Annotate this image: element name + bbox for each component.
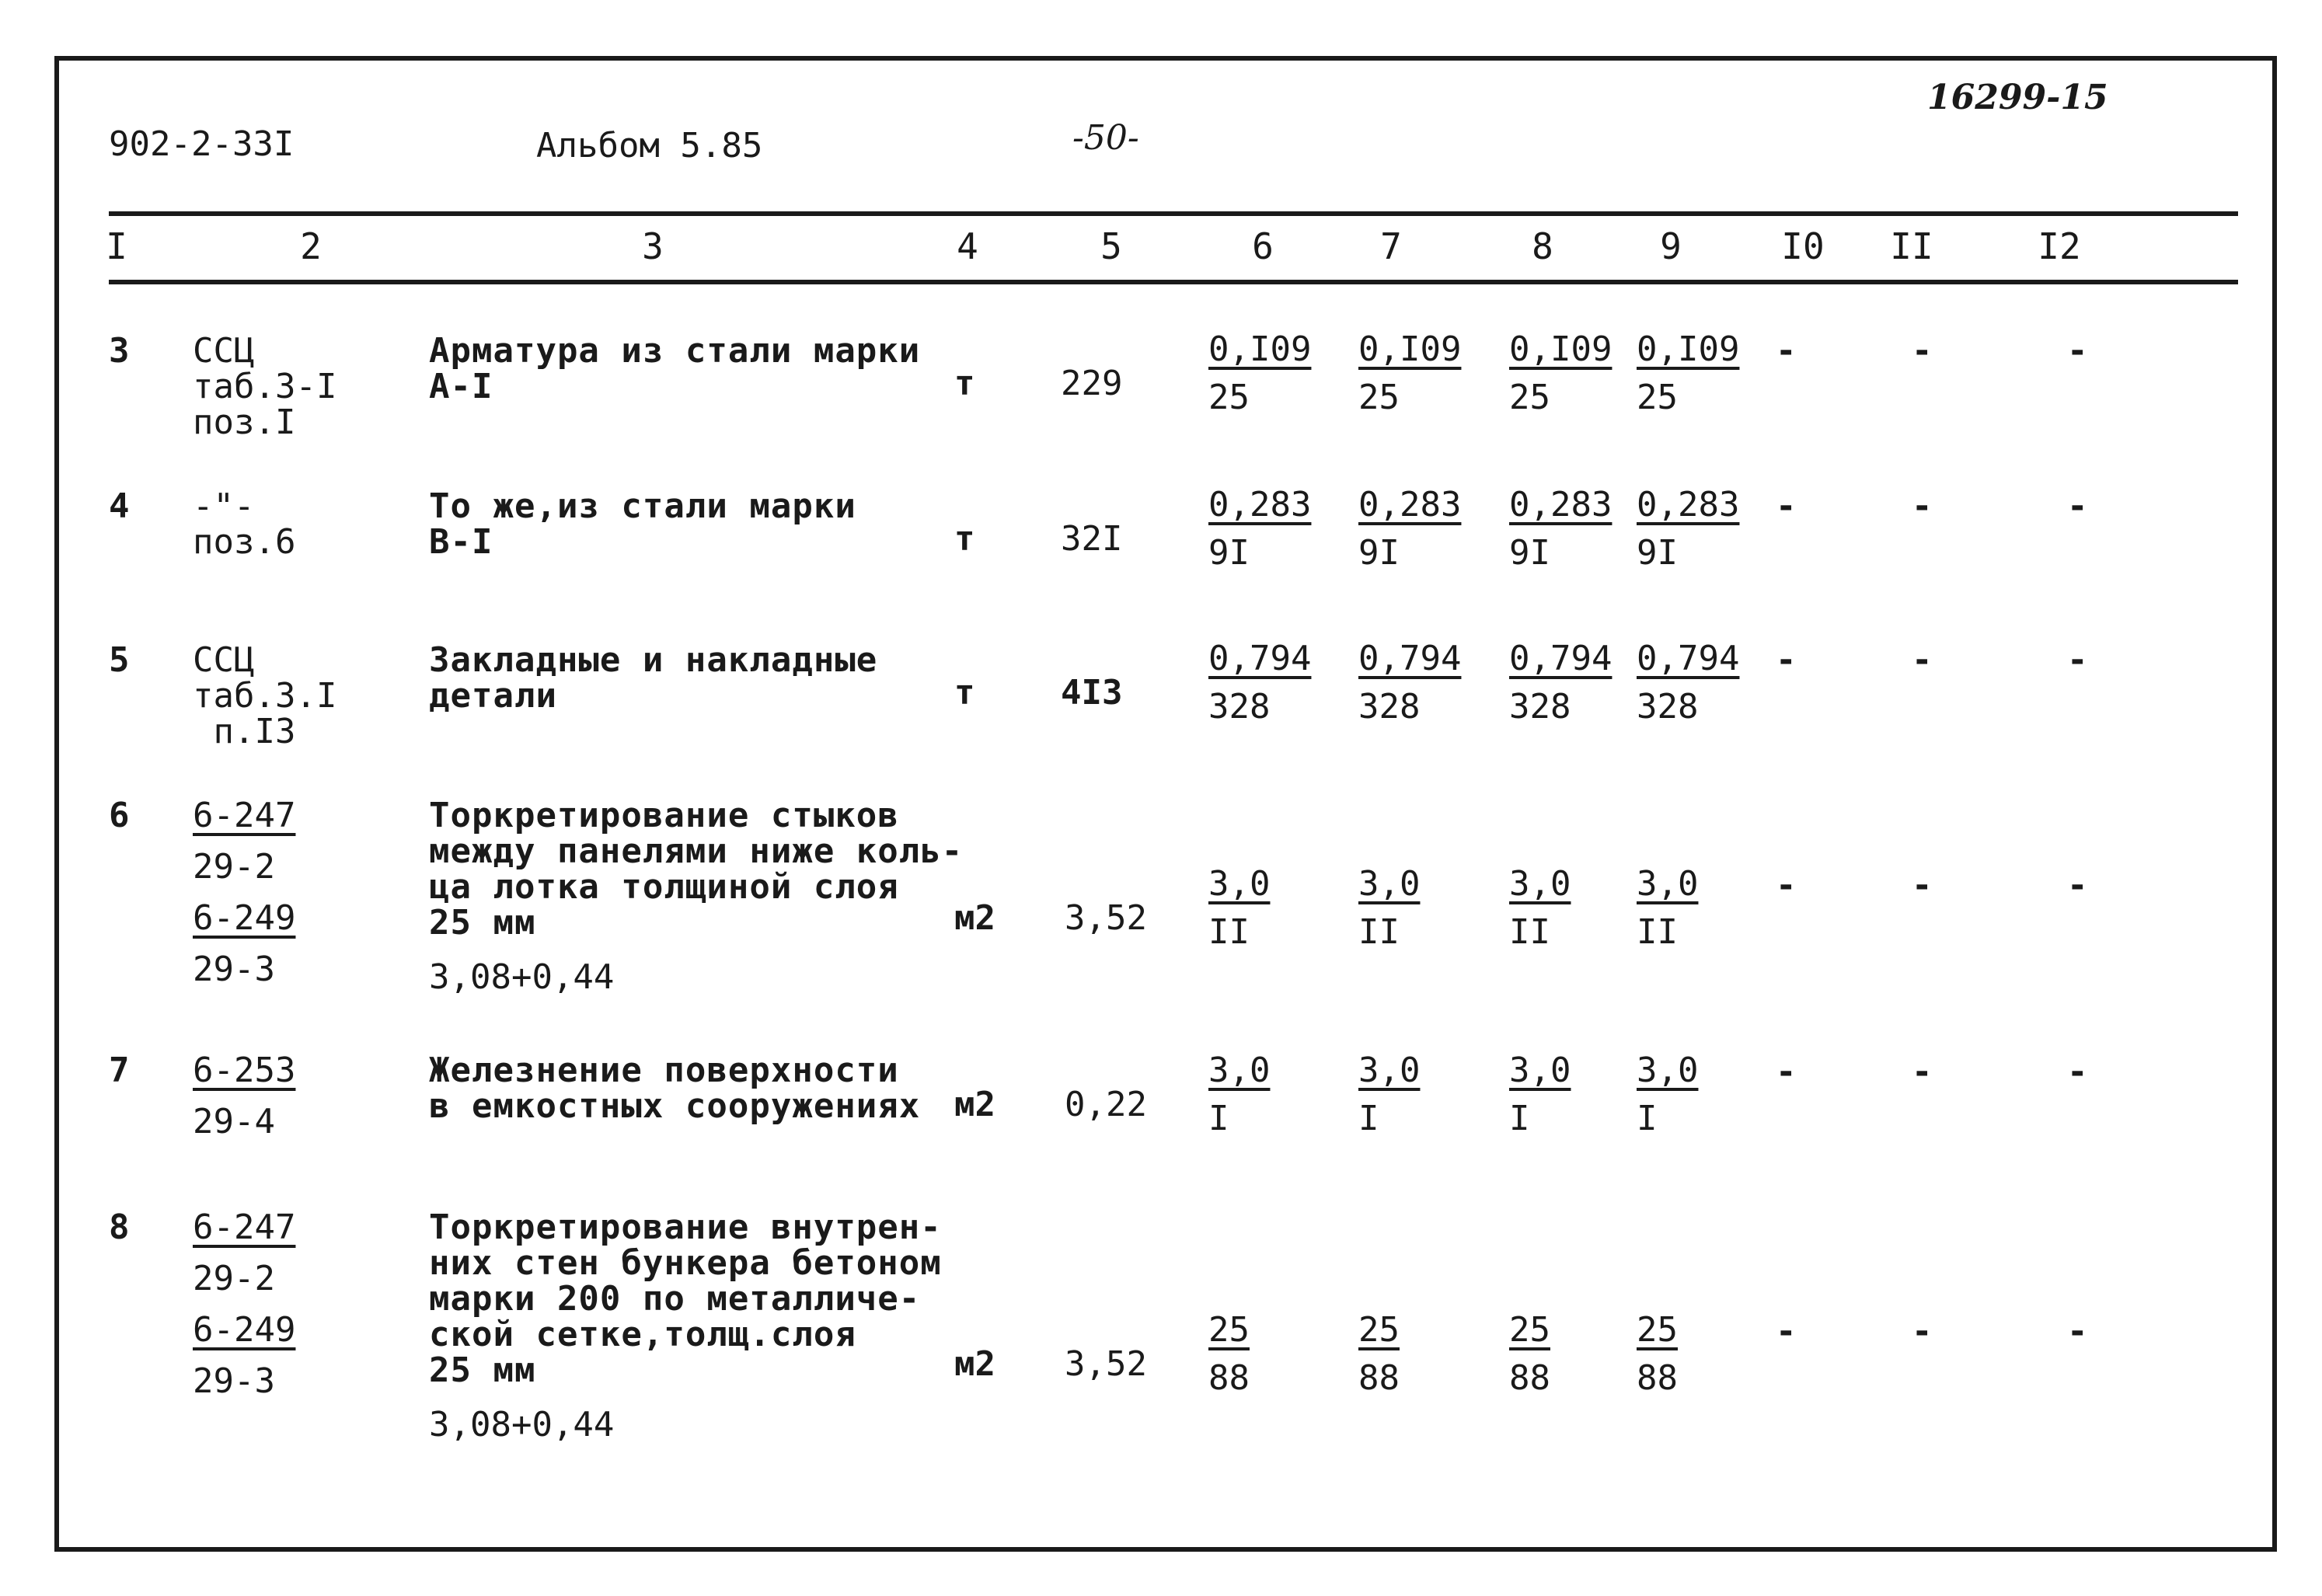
unit: м2 [954,898,995,938]
quantity: 32I [1061,519,1123,559]
value-numerator: 0,283 [1637,485,1740,524]
reference-line: 6-253 [193,1051,296,1090]
page-number: -50- [1072,118,1139,158]
empty-cell-dash: - [1776,640,1797,680]
empty-cell-dash: - [1912,331,1933,371]
reference-line: поз.6 [193,522,296,562]
quantity: 0,22 [1065,1085,1147,1124]
description-line: между панелями ниже коль- [429,831,964,871]
reference-line: 29-4 [193,1102,275,1141]
value-denominator: II [1358,912,1400,952]
value-numerator: 3,0 [1509,864,1571,904]
reference-line: поз.I [193,402,296,442]
value-fraction [1208,864,1271,952]
value-numerator: 25 [1358,1310,1400,1350]
value-denominator: II [1509,912,1550,952]
quantity: 3,52 [1065,898,1147,938]
column-number-11: II [1890,225,1933,267]
description-line: То же,из стали марки [429,486,856,526]
value-fraction [1637,639,1740,727]
description-line: марки 200 по металличе- [429,1279,921,1319]
value-denominator: 9I [1509,533,1550,573]
reference-line: ССЦ [193,331,255,371]
column-number-1: I [106,225,127,267]
value-fraction [1509,864,1571,952]
value-denominator: 25 [1637,378,1678,417]
reference-line: 6-247 [193,1207,296,1247]
row-number: 5 [109,640,130,680]
value-denominator: 88 [1358,1358,1400,1398]
row-number: 3 [109,331,130,371]
value-fraction [1509,1051,1571,1138]
value-numerator: 3,0 [1509,1051,1571,1090]
value-denominator: 9I [1637,533,1678,573]
row-number: 6 [109,796,130,835]
value-denominator: I [1509,1099,1530,1138]
value-denominator: II [1208,912,1250,952]
description-line: ской сетке,толщ.слоя [429,1315,856,1354]
value-numerator: 0,I09 [1637,329,1740,369]
value-numerator: 25 [1637,1310,1678,1350]
value-denominator: 9I [1208,533,1250,573]
unit: м2 [954,1344,995,1384]
reference-line: 29-3 [193,1361,275,1401]
reference-line: -"- [193,486,255,526]
column-number-6: 6 [1252,225,1274,267]
empty-cell-dash: - [2067,1312,2088,1351]
value-fraction [1637,329,1740,417]
quantity: 229 [1061,364,1123,403]
reference-line: 29-2 [193,847,275,887]
column-number-8: 8 [1532,225,1553,267]
value-fraction [1637,1051,1699,1138]
value-fraction [1637,485,1740,573]
empty-cell-dash: - [1776,1312,1797,1351]
reference-line: 29-3 [193,950,275,989]
value-fraction [1208,1051,1271,1138]
value-numerator: 0,283 [1509,485,1612,524]
column-number-9: 9 [1660,225,1682,267]
value-fraction [1358,639,1462,727]
description-formula: 3,08+0,44 [429,1405,615,1444]
description-line: 25 мм [429,1350,536,1390]
header-rule-bottom [109,280,2238,284]
unit: т [954,673,975,713]
value-denominator: 88 [1208,1358,1250,1398]
empty-cell-dash: - [1776,486,1797,526]
value-denominator: I [1637,1099,1658,1138]
value-fraction [1208,485,1312,573]
value-numerator: 3,0 [1208,864,1271,904]
description-line: Торкретирование внутрен- [429,1207,942,1247]
row-number: 4 [109,486,130,526]
empty-cell-dash: - [1912,486,1933,526]
row-number: 8 [109,1207,130,1247]
empty-cell-dash: - [1912,1312,1933,1351]
value-fraction [1208,1310,1250,1398]
empty-cell-dash: - [1776,1052,1797,1092]
description-line: ца лотка толщиной слоя [429,867,899,907]
column-number-4: 4 [957,225,978,267]
value-fraction [1208,329,1312,417]
quantity: 4I3 [1061,673,1123,713]
empty-cell-dash: - [1776,331,1797,371]
value-fraction [1509,485,1612,573]
value-fraction [1637,1310,1678,1398]
value-fraction [1358,485,1462,573]
value-denominator: I [1358,1099,1379,1138]
document-code: 902-2-33I [109,124,295,164]
value-numerator: 0,794 [1509,639,1612,678]
value-numerator: 3,0 [1358,1051,1421,1090]
value-numerator: 25 [1509,1310,1550,1350]
description-formula: 3,08+0,44 [429,957,615,997]
description-line: А-I [429,367,493,406]
empty-cell-dash: - [2067,331,2088,371]
value-denominator: 25 [1358,378,1400,417]
column-number-3: 3 [642,225,664,267]
empty-cell-dash: - [2067,486,2088,526]
value-denominator: 328 [1509,687,1571,727]
unit: т [954,519,975,559]
unit: м2 [954,1085,995,1124]
value-denominator: 328 [1358,687,1421,727]
empty-cell-dash: - [1912,1052,1933,1092]
description-line: Торкретирование стыков [429,796,899,835]
empty-cell-dash: - [2067,1052,2088,1092]
value-fraction [1509,1310,1550,1398]
column-number-2: 2 [300,225,322,267]
value-denominator: 25 [1208,378,1250,417]
value-numerator: 25 [1208,1310,1250,1350]
value-numerator: 0,794 [1208,639,1312,678]
album-label: Альбом 5.85 [536,126,763,166]
value-numerator: 3,0 [1637,1051,1699,1090]
value-denominator: II [1637,912,1678,952]
description-line: них стен бункера бетоном [429,1243,942,1283]
value-fraction [1358,864,1421,952]
value-fraction [1208,639,1312,727]
value-fraction [1358,1051,1421,1138]
reference-line: ССЦ [193,640,255,680]
column-number-12: I2 [2038,225,2081,267]
value-numerator: 3,0 [1358,864,1421,904]
empty-cell-dash: - [1912,866,1933,905]
header-rule-top [109,211,2238,216]
quantity: 3,52 [1065,1344,1147,1384]
unit: т [954,364,975,403]
reference-line: 6-249 [193,1310,296,1350]
value-denominator: 328 [1208,687,1271,727]
column-number-10: I0 [1781,225,1825,267]
description-line: Железнение поверхности [429,1051,899,1090]
value-numerator: 3,0 [1637,864,1699,904]
handwritten-number: 16299-15 [1927,78,2108,117]
description-line: Закладные и накладные [429,640,878,680]
row-number: 7 [109,1051,130,1090]
reference-line: 29-2 [193,1259,275,1298]
empty-cell-dash: - [2067,640,2088,680]
value-numerator: 3,0 [1208,1051,1271,1090]
value-numerator: 0,283 [1208,485,1312,524]
value-numerator: 0,I09 [1509,329,1612,369]
value-denominator: 25 [1509,378,1550,417]
value-numerator: 0,I09 [1358,329,1462,369]
reference-line: таб.3-I [193,367,337,406]
value-numerator: 0,794 [1637,639,1740,678]
column-number-7: 7 [1380,225,1402,267]
column-number-5: 5 [1100,225,1122,267]
value-fraction [1358,1310,1400,1398]
description-line: В-I [429,522,493,562]
value-denominator: 328 [1637,687,1699,727]
value-denominator: 88 [1509,1358,1550,1398]
empty-cell-dash: - [1776,866,1797,905]
value-denominator: I [1208,1099,1229,1138]
empty-cell-dash: - [1912,640,1933,680]
value-fraction [1637,864,1699,952]
reference-line: п.I3 [193,712,296,751]
description-line: в емкостных сооружениях [429,1086,921,1126]
reference-line: таб.3.I [193,676,337,716]
reference-line: 6-249 [193,898,296,938]
description-line: детали [429,676,557,716]
description-line: 25 мм [429,903,536,943]
description-line: Арматура из стали марки [429,331,921,371]
value-fraction [1509,329,1612,417]
reference-line: 6-247 [193,796,296,835]
value-fraction [1358,329,1462,417]
value-numerator: 0,I09 [1208,329,1312,369]
value-denominator: 9I [1358,533,1400,573]
value-fraction [1509,639,1612,727]
value-denominator: 88 [1637,1358,1678,1398]
empty-cell-dash: - [2067,866,2088,905]
value-numerator: 0,283 [1358,485,1462,524]
value-numerator: 0,794 [1358,639,1462,678]
